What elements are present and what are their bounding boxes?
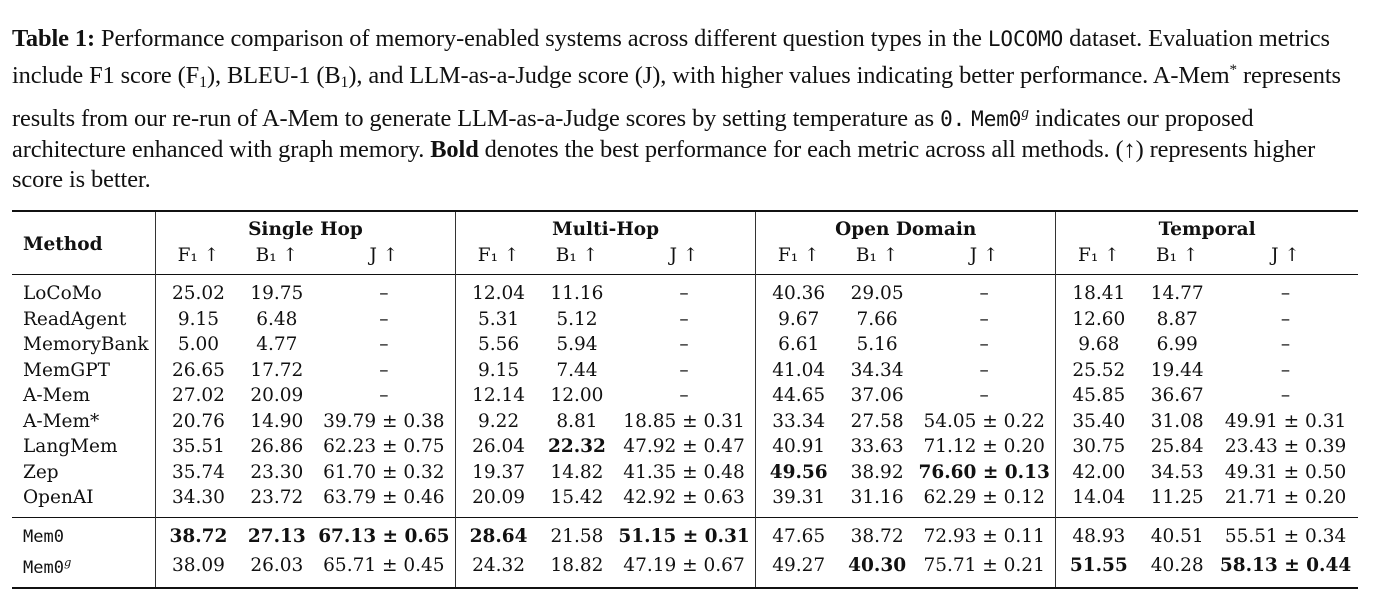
score-cell: – [979,334,989,355]
score-cell: 40.28 [1150,554,1204,576]
method-cell [12,409,155,435]
metric-header-f1: F₁ ↑ [155,244,241,275]
method-cell [12,550,155,581]
score-cell: 41.35 ± 0.48 [623,461,745,483]
score-cell: 26.04 [456,434,542,460]
score-cell: 24.32 [456,550,542,581]
score-cell: 55.51 ± 0.34 [1224,526,1347,547]
score-cell: 6.61 [756,332,842,358]
score-cell: 28.64 [456,524,542,551]
score-cell: 12.04 [456,281,542,307]
score-cell: – [379,385,389,406]
metric-header-b1: B₁ ↑ [555,245,599,266]
group-header-temporal: Temporal [1056,212,1358,244]
method-name: MemGPT [23,359,110,381]
caption-mono-zero: 0. [940,107,966,132]
score-cell: 5.16 [856,334,898,355]
caption-text: ), and LLM-as-a-Judge score (J), with higher values indicating better performance. A-Mem [348,61,1230,89]
score-cell: 4.77 [256,334,298,355]
score-cell: 23.30 [250,461,304,483]
caption-subscript: 1 [340,73,349,91]
score-cell: 19.44 [1150,359,1204,381]
score-cell: 45.85 [1056,383,1142,409]
score-cell: 5.12 [556,308,598,330]
score-cell: 42.92 ± 0.63 [623,487,745,508]
table-row [12,485,1358,511]
table-row [12,383,1358,409]
score-cell: 20.09 [456,485,542,511]
score-cell: 25.84 [1150,436,1204,457]
score-cell: 63.79 ± 0.46 [323,487,445,508]
caption-text: indicates our proposed architecture enhanced with graph memory. [12,105,1254,163]
spacer-cell [913,581,1056,588]
score-cell: 9.15 [155,307,241,333]
spacer-cell [241,581,313,588]
score-cell: 38.72 [155,524,241,551]
method-name: Mem0 [23,526,64,547]
table-row [12,434,1358,460]
score-cell: – [679,334,689,355]
score-cell: 38.92 [850,461,904,483]
score-cell: – [679,359,689,381]
spacer-cell [841,581,913,588]
score-cell: 35.51 [155,434,241,460]
score-cell: 27.13 [247,526,306,547]
score-cell: 71.12 ± 0.20 [923,436,1045,457]
score-cell: 8.87 [1156,308,1198,330]
score-cell: 47.19 ± 0.67 [623,554,745,576]
score-cell: 76.60 ± 0.13 [918,461,1050,483]
score-cell: 17.72 [250,359,304,381]
score-cell: 62.23 ± 0.75 [323,436,445,457]
spacer-cell [1056,581,1142,588]
score-cell: 9.67 [756,307,842,333]
table-row [12,307,1358,333]
score-cell: 36.67 [1150,385,1204,406]
score-cell: 14.82 [550,461,604,483]
method-name: LangMem [23,436,118,457]
score-cell: – [1280,283,1291,304]
caption-bold-word: Bold [430,135,479,163]
table-row [12,358,1358,384]
score-cell: 6.99 [1156,334,1198,355]
score-cell: 14.77 [1150,283,1204,304]
score-cell: 40.30 [848,554,907,576]
table-caption [12,24,1372,196]
method-cell [12,485,155,511]
spacer-cell [1213,581,1358,588]
score-cell: 30.75 [1056,434,1142,460]
score-cell: 51.15 ± 0.31 [618,526,750,547]
caption-text: denotes the best performance for each metric across all methods. (↑) represents higher score is better. [12,135,1316,194]
score-cell: 25.02 [155,281,241,307]
spacer-cell [456,581,542,588]
score-cell: 27.58 [850,410,904,432]
score-cell: 35.74 [155,460,241,486]
method-name: A-Mem* [23,410,100,432]
score-cell: 27.02 [155,383,241,409]
caption-dataset-name: LOCOMO [987,27,1064,51]
score-cell: 26.03 [250,554,304,576]
results-table [12,210,1358,589]
score-cell: 12.14 [456,383,542,409]
metric-header-j: J ↑ [1271,245,1300,266]
score-cell: 62.29 ± 0.12 [923,487,1045,508]
score-cell: 58.13 ± 0.44 [1219,554,1352,576]
score-cell: – [979,359,989,381]
score-cell: – [379,308,389,330]
table-row [12,281,1358,307]
group-header-open-domain: Open Domain [756,212,1056,244]
score-cell: 34.30 [155,485,241,511]
score-cell: – [979,308,989,330]
score-cell: 26.65 [155,358,241,384]
score-cell: 14.04 [1056,485,1142,511]
score-cell: 33.34 [756,409,842,435]
method-name: Zep [23,461,59,483]
method-cell [12,281,155,307]
caption-text: Performance comparison of memory-enabled systems across different question types in the [95,25,988,52]
spacer-cell [541,581,613,588]
score-cell: 40.91 [756,434,842,460]
score-cell: – [379,359,389,381]
metric-header-f1: F₁ ↑ [756,244,842,275]
metric-header-j: J ↑ [669,245,699,266]
score-cell: 18.41 [1056,281,1142,307]
header-row-groups [12,212,1358,244]
score-cell: 5.31 [456,307,542,333]
table-row [12,550,1358,581]
metric-header-b1: B₁ ↑ [1156,245,1199,266]
score-cell: – [679,308,689,330]
score-cell: 23.72 [250,487,304,508]
group-header-multi-hop: Multi-Hop [456,212,756,244]
score-cell: 19.37 [456,460,542,486]
spacer-cell [12,581,155,588]
score-cell: 5.00 [155,332,241,358]
score-cell: – [1280,359,1291,381]
metric-header-f1: F₁ ↑ [1056,244,1142,275]
group-header-single-hop: Single Hop [155,212,455,244]
score-cell: 22.32 [548,436,606,457]
method-header: Method [23,234,103,255]
score-cell: 9.22 [456,409,542,435]
bottom-rule-line [12,588,1358,589]
score-cell: 14.90 [250,410,304,432]
table-row [12,332,1358,358]
score-cell: 47.92 ± 0.47 [623,436,745,457]
score-cell: 34.34 [850,359,904,381]
score-cell: 48.93 [1056,524,1142,551]
method-cell [12,358,155,384]
method-cell [12,332,155,358]
metric-header-f1: F₁ ↑ [456,244,542,275]
score-cell: 29.05 [850,283,904,304]
method-cell [12,434,155,460]
method-name: ReadAgent [23,308,127,330]
score-cell: 35.40 [1056,409,1142,435]
caption-subscript: 1 [199,73,207,91]
score-cell: – [679,385,689,406]
score-cell: 42.00 [1056,460,1142,486]
score-cell: 34.53 [1150,461,1204,483]
score-cell: – [1280,308,1291,330]
row-spacer [12,581,1358,588]
score-cell: 38.72 [850,526,904,547]
header-row-metrics [12,244,1358,275]
score-cell: 6.48 [256,308,298,330]
metric-header-j: J ↑ [369,245,399,266]
method-name: A-Mem [23,385,91,406]
score-cell: 23.43 ± 0.39 [1224,436,1347,457]
method-cell [12,307,155,333]
score-cell: 41.04 [756,358,842,384]
score-cell: 7.66 [856,308,898,330]
score-cell: 49.56 [756,460,842,486]
score-cell: 65.71 ± 0.45 [323,554,445,576]
score-cell: – [1280,334,1291,355]
score-cell: 31.08 [1150,410,1204,432]
score-cell: 8.81 [556,410,598,432]
score-cell: 38.09 [155,550,241,581]
score-cell: 18.85 ± 0.31 [623,410,745,432]
score-cell: 39.31 [756,485,842,511]
spacer-cell [155,581,241,588]
score-cell: 15.42 [550,487,604,508]
method-name: MemoryBank [23,334,149,355]
table-row [12,409,1358,435]
spacer-cell [613,581,756,588]
table-row [12,460,1358,486]
metric-header-b1: B₁ ↑ [855,245,899,266]
score-cell: 49.27 [756,550,842,581]
method-cell [12,383,155,409]
score-cell: 54.05 ± 0.22 [923,410,1045,432]
score-cell: 40.36 [756,281,842,307]
caption-superscript: * [1229,61,1238,78]
spacer-cell [1141,581,1213,588]
method-name: OpenAI [23,487,94,508]
score-cell: 67.13 ± 0.65 [318,526,450,547]
score-cell: 51.55 [1056,550,1142,581]
metric-header-b1: B₁ ↑ [255,245,299,266]
caption-mem0: Mem0 [971,107,1022,132]
spacer-cell [756,581,842,588]
score-cell: 25.52 [1056,358,1142,384]
score-cell: – [979,283,989,304]
score-cell: 61.70 ± 0.32 [323,461,445,483]
score-cell: 26.86 [250,436,304,457]
caption-text: represents results from our re-run of A-Mem to generate LLM-as-a-Judge scores by setting temperature as [12,61,1341,133]
score-cell: 20.09 [250,385,304,406]
score-cell: 39.79 ± 0.38 [323,410,445,432]
score-cell: 9.15 [456,358,542,384]
score-cell: 37.06 [850,385,904,406]
method-name: LoCoMo [23,283,102,304]
score-cell: 72.93 ± 0.11 [923,526,1045,547]
method-name: Mem0 [23,557,64,578]
score-cell: 40.51 [1150,526,1204,547]
method-cell [12,524,155,551]
caption-text: dataset. Evaluation metrics include F1 score (F [12,25,1330,89]
score-cell: 9.68 [1056,332,1142,358]
score-cell: 11.16 [550,283,604,304]
method-superscript: g [63,555,72,569]
score-cell: 31.16 [850,487,904,508]
caption-text: ), BLEU-1 (B [206,61,341,89]
score-cell: 18.82 [550,554,604,576]
score-cell: – [679,283,689,304]
score-cell: – [379,334,389,355]
score-cell: 11.25 [1150,487,1204,508]
score-cell: – [1280,385,1291,406]
method-cell [12,460,155,486]
score-cell: – [979,385,989,406]
score-cell: 49.91 ± 0.31 [1224,410,1347,432]
score-cell: 21.71 ± 0.20 [1224,487,1347,508]
caption-superscript: g [1021,105,1029,122]
spacer-cell [313,581,456,588]
score-cell: 33.63 [850,436,904,457]
score-cell: 12.00 [550,385,604,406]
score-cell: – [379,283,389,304]
score-cell: 21.58 [550,526,604,547]
score-cell: 20.76 [155,409,241,435]
score-cell: 47.65 [756,524,842,551]
score-cell: 12.60 [1056,307,1142,333]
table-row [12,524,1358,551]
score-cell: 49.31 ± 0.50 [1224,461,1347,483]
metric-header-j: J ↑ [969,245,999,266]
score-cell: 19.75 [250,283,304,304]
caption-label: Table 1: [12,25,96,52]
score-cell: 75.71 ± 0.21 [923,554,1045,576]
score-cell: 5.56 [456,332,542,358]
score-cell: 5.94 [556,334,598,355]
bottom-rule [12,588,1358,589]
score-cell: 44.65 [756,383,842,409]
score-cell: 7.44 [556,359,598,381]
